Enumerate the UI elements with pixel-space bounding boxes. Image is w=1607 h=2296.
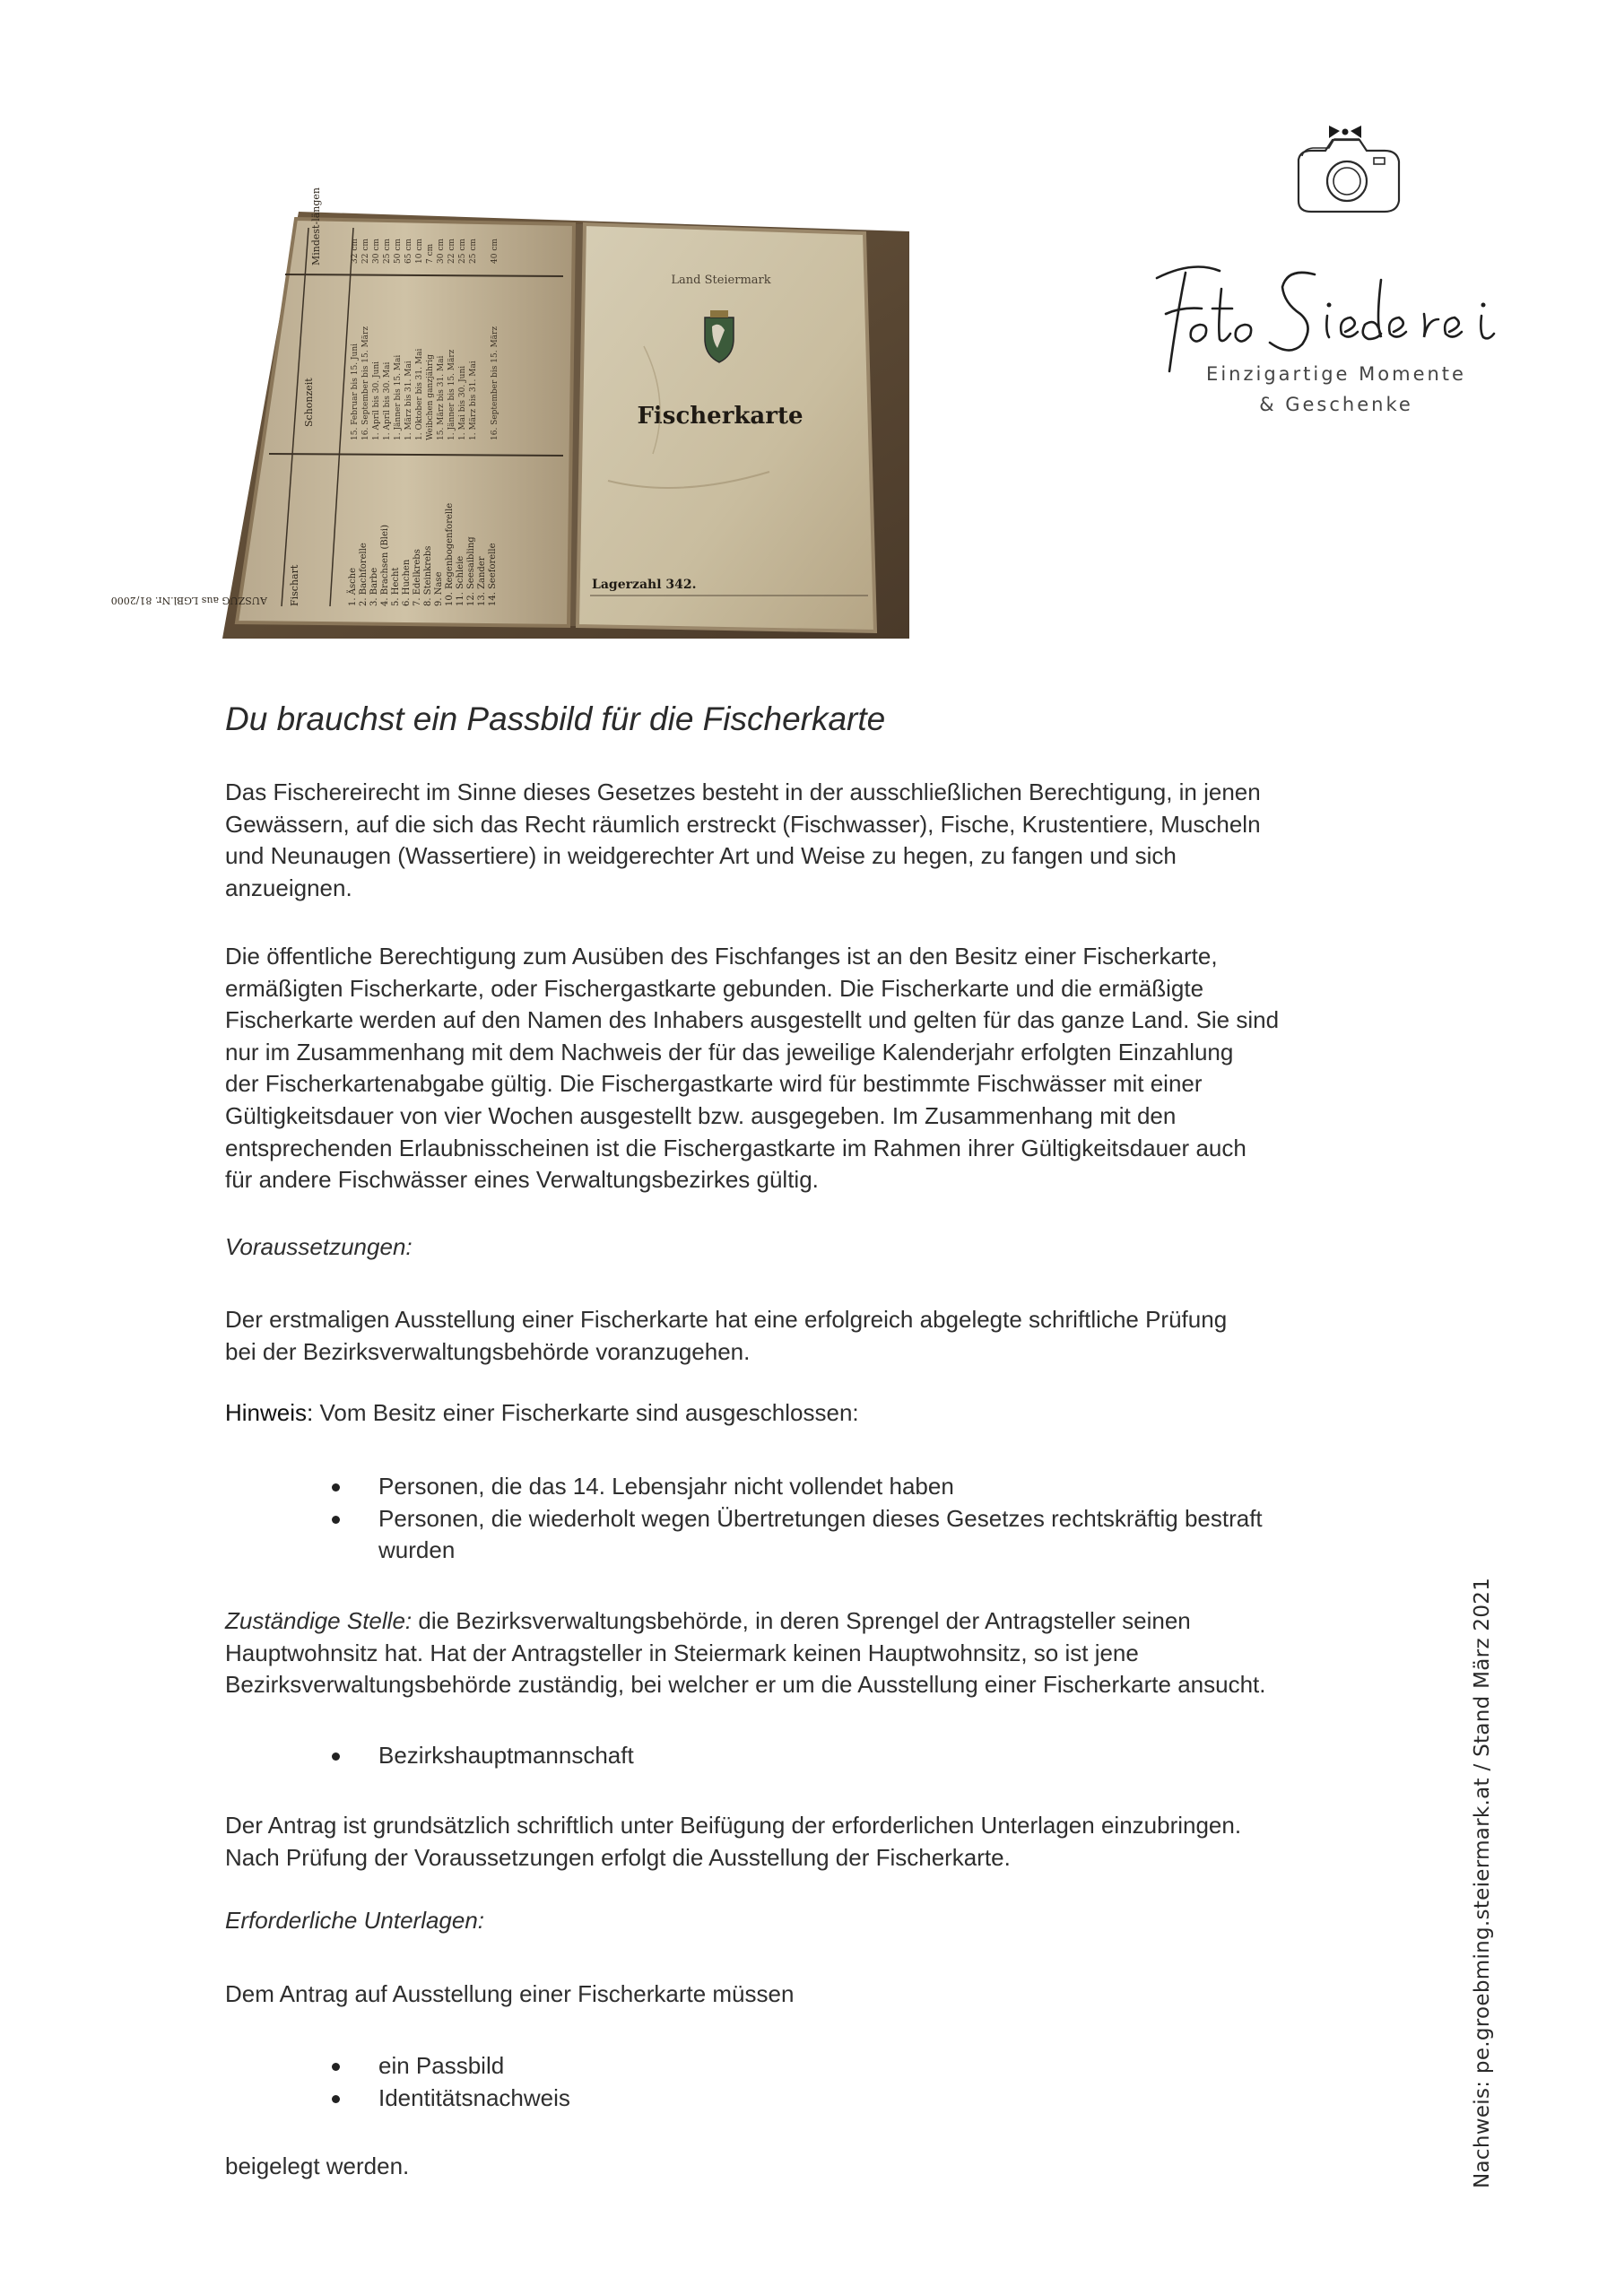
card-fish-item: 13. Zander bbox=[477, 556, 487, 606]
svg-text:15. März bis 31. Mai: 15. März bis 31. Mai bbox=[437, 355, 446, 440]
svg-text:16. September bis 15. März: 16. September bis 15. März bbox=[361, 326, 370, 440]
card-footer: AUSZUG aus LGBl.Nr. 81/2000 bbox=[110, 595, 267, 606]
documents-list bbox=[332, 2050, 1390, 2114]
logo-tagline-line2: & Geschenke bbox=[1259, 394, 1413, 415]
card-fish-item: 10. Regenbogenforelle bbox=[445, 502, 455, 606]
hinweis-text: Vom Besitz einer Fischerkarte sind ausgeschlossen: bbox=[313, 1399, 859, 1426]
svg-text:32 cm: 32 cm bbox=[351, 239, 360, 264]
label-voraussetzungen: Voraussetzungen: bbox=[225, 1233, 413, 1260]
card-fish-item: 14. Seeforelle bbox=[488, 543, 498, 606]
svg-text:1. Oktober bis 31. Mai: 1. Oktober bis 31. Mai bbox=[415, 348, 424, 440]
list-item bbox=[332, 1740, 1390, 1772]
svg-text:22 cm: 22 cm bbox=[447, 239, 456, 264]
list-item-text: Identitätsnachweis bbox=[378, 2083, 570, 2111]
svg-text:65 cm: 65 cm bbox=[404, 239, 413, 264]
hinweis-line bbox=[225, 1397, 1391, 1430]
card-table-header-fish: Fischart bbox=[289, 564, 300, 606]
closing-line: beigelegt werden. bbox=[225, 2152, 410, 2179]
logo-wordmark-text: FotoSiederei bbox=[1139, 204, 1220, 219]
svg-text:16. September bis 15. März: 16. September bis 15. März bbox=[491, 326, 499, 440]
svg-text:25 cm: 25 cm bbox=[383, 239, 392, 264]
svg-text:1. März bis 31. Mai: 1. März bis 31. Mai bbox=[469, 361, 478, 440]
hinweis-label: Hinweis: bbox=[225, 1399, 314, 1426]
svg-text:1. Jänner bis 15. März: 1. Jänner bis 15. März bbox=[447, 349, 456, 440]
text-line: Die öffentliche Berechtigung zum Ausüben des Fischfanges ist an den Besitz einer Fischerkarte, bbox=[225, 943, 1218, 970]
fischerkarte-photo bbox=[110, 187, 909, 639]
text-line: Das Fischereirecht im Sinne dieses Gesetzes besteht in der ausschließlichen Berechtigung, in jenen bbox=[225, 778, 1261, 805]
svg-text:7 cm: 7 cm bbox=[426, 243, 435, 264]
text-line: entsprechenden Erlaubnisscheinen ist die Fischergastkarte im Rahmen ihrer Gültigkeitsdauer auch bbox=[225, 1134, 1247, 1161]
card-fish-item: 7. Edelkrebs bbox=[413, 549, 422, 606]
card-table-header-season: Schonzeit bbox=[303, 378, 315, 427]
text-line: die Bezirksverwaltungsbehörde, in deren Sprengel der Antragsteller seinen bbox=[412, 1607, 1191, 1634]
exclusion-list bbox=[332, 1471, 1390, 1567]
svg-text:30 cm: 30 cm bbox=[372, 239, 381, 264]
paragraph-fischereirecht bbox=[225, 777, 1391, 904]
text-line: Gültigkeitsdauer von vier Wochen ausgestellt bzw. ausgegeben. Im Zusammenhang mit den bbox=[225, 1101, 1177, 1129]
list-item bbox=[332, 2050, 1390, 2083]
card-number: Lagerzahl 342. bbox=[592, 578, 697, 592]
svg-text:22 cm: 22 cm bbox=[361, 239, 370, 264]
svg-text:25 cm: 25 cm bbox=[458, 239, 467, 264]
text-line: der Fischerkartenabgabe gültig. Die Fischergastkarte wird für bestimmte Fischwässer mit einer bbox=[225, 1070, 1203, 1098]
text-line: anzueignen. bbox=[225, 874, 352, 901]
card-fish-item: 6. Huchen bbox=[402, 559, 412, 606]
card-fish-item: 9. Nase bbox=[434, 571, 444, 606]
card-fish-item: 4. Brachsen (Blei) bbox=[380, 525, 390, 606]
text-line: Der Antrag ist grundsätzlich schriftlich unter Beifügung der erforderlichen Unterlagen einzubringen. bbox=[225, 1812, 1242, 1839]
text-line: Gewässern, auf die sich das Recht räumlich erstreckt (Fischwasser), Fische, Krustentiere, Muscheln bbox=[225, 810, 1261, 838]
svg-text:10 cm: 10 cm bbox=[415, 239, 424, 264]
svg-text:50 cm: 50 cm bbox=[394, 239, 403, 264]
svg-text:40 cm: 40 cm bbox=[491, 239, 499, 264]
paragraph-antrag bbox=[225, 1810, 1391, 1874]
authority-list bbox=[332, 1740, 1390, 1772]
text-line: und Neunaugen (Wassertiere) in weidgerechter Art und Weise zu hegen, zu fangen und sich bbox=[225, 842, 1177, 870]
svg-text:1. April bis 30. Mai: 1. April bis 30. Mai bbox=[383, 361, 392, 440]
text-line: nur im Zusammenhang mit dem Nachweis der für das jeweilige Kalenderjahr erfolgten Einzahlung bbox=[225, 1038, 1234, 1065]
svg-text:1. Mai bis 30. Juni: 1. Mai bis 30. Juni bbox=[458, 365, 467, 440]
source-note: Nachweis: pe.groebming.steiermark.at / Stand März 2021 bbox=[1471, 1577, 1494, 2188]
card-fish-item: 12. Seesaibling bbox=[466, 536, 476, 606]
text-line: ermäßigten Fischerkarte, oder Fischergastkarte gebunden. Die Fischerkarte und die ermäßigte bbox=[225, 974, 1204, 1002]
list-item-text: Bezirkshauptmannschaft bbox=[378, 1742, 634, 1769]
svg-text:25 cm: 25 cm bbox=[469, 239, 478, 264]
card-table-header-length: Mindest-längen bbox=[310, 187, 322, 265]
text-line: Hauptwohnsitz hat. Hat der Antragsteller in Steiermark keinen Hauptwohnsitz, so ist jene bbox=[225, 1639, 1139, 1666]
card-fish-item: 11. Schleie bbox=[456, 555, 465, 606]
card-fish-item: 3. Barbe bbox=[369, 567, 379, 606]
text-line: für andere Fischwässer eines Verwaltungsbezirkes gültig. bbox=[225, 1166, 819, 1194]
svg-text:30 cm: 30 cm bbox=[437, 239, 446, 264]
label-unterlagen: Erforderliche Unterlagen: bbox=[225, 1907, 485, 1934]
text-line: Nach Prüfung der Voraussetzungen erfolgt die Ausstellung der Fischerkarte. bbox=[225, 1843, 1011, 1871]
text-line: Der erstmaligen Ausstellung einer Fischerkarte hat eine erfolgreich abgelegte schriftliche Prüfung bbox=[225, 1306, 1228, 1333]
card-fish-item: 8. Steinkrebs bbox=[423, 545, 433, 606]
text-line: bei der Bezirksverwaltungsbehörde voranzugehen. bbox=[225, 1337, 751, 1365]
svg-text:15. Februar bis 15. Juni: 15. Februar bis 15. Juni bbox=[351, 343, 360, 440]
list-item bbox=[332, 1471, 1390, 1503]
fotosiederei-logo bbox=[1139, 126, 1533, 422]
logo-tagline-line1: Einzigartige Momente bbox=[1206, 363, 1466, 385]
svg-text:1. April bis 30. Juni: 1. April bis 30. Juni bbox=[372, 361, 381, 440]
list-item bbox=[332, 1503, 1390, 1567]
card-fish-item: 5. Hecht bbox=[391, 567, 401, 606]
list-item-text: ein Passbild bbox=[378, 2052, 505, 2079]
svg-text:Weibchen ganzjährig: Weibchen ganzjährig bbox=[426, 354, 435, 440]
styrian-coat-of-arms-icon bbox=[705, 310, 734, 362]
text-line: Fischerkarte werden auf den Namen des Inhabers ausgestellt und gelten für das ganze Land. Sie sind bbox=[225, 1006, 1280, 1034]
card-fish-item: 2. Bachforelle bbox=[359, 543, 369, 606]
camera-icon bbox=[1273, 126, 1417, 224]
paragraph-dem-antrag: Dem Antrag auf Ausstellung einer Fischerkarte müssen bbox=[225, 1980, 795, 2007]
list-item-text: Personen, die wiederholt wegen Übertretungen dieses Gesetzes rechtskräftig bestraft bbox=[378, 1504, 1263, 1532]
card-fish-item: 1. Äsche bbox=[348, 567, 358, 606]
text-line: Bezirksverwaltungsbehörde zuständig, bei welcher er um die Ausstellung einer Fischerkarte ansucht. bbox=[225, 1671, 1266, 1699]
list-item-text: Personen, die das 14. Lebensjahr nicht vollendet haben bbox=[378, 1473, 954, 1500]
paragraph-pruefung bbox=[225, 1304, 1391, 1368]
paragraph-zustaendige-stelle bbox=[225, 1605, 1391, 1701]
svg-text:1. Jänner bis 15. Mai: 1. Jänner bis 15. Mai bbox=[394, 354, 403, 440]
zustaendig-label: Zuständige Stelle: bbox=[225, 1607, 413, 1634]
card-issuer: Land Steiermark bbox=[671, 274, 771, 287]
list-item-text: wurden bbox=[378, 1536, 456, 1564]
list-item bbox=[332, 2083, 1390, 2115]
svg-text:1. März bis 31. Mai: 1. März bis 31. Mai bbox=[404, 361, 413, 440]
card-title: Fischerkarte bbox=[637, 403, 804, 430]
page-heading: Du brauchst ein Passbild für die Fischerkarte bbox=[225, 700, 886, 737]
paragraph-berechtigung bbox=[225, 941, 1391, 1196]
